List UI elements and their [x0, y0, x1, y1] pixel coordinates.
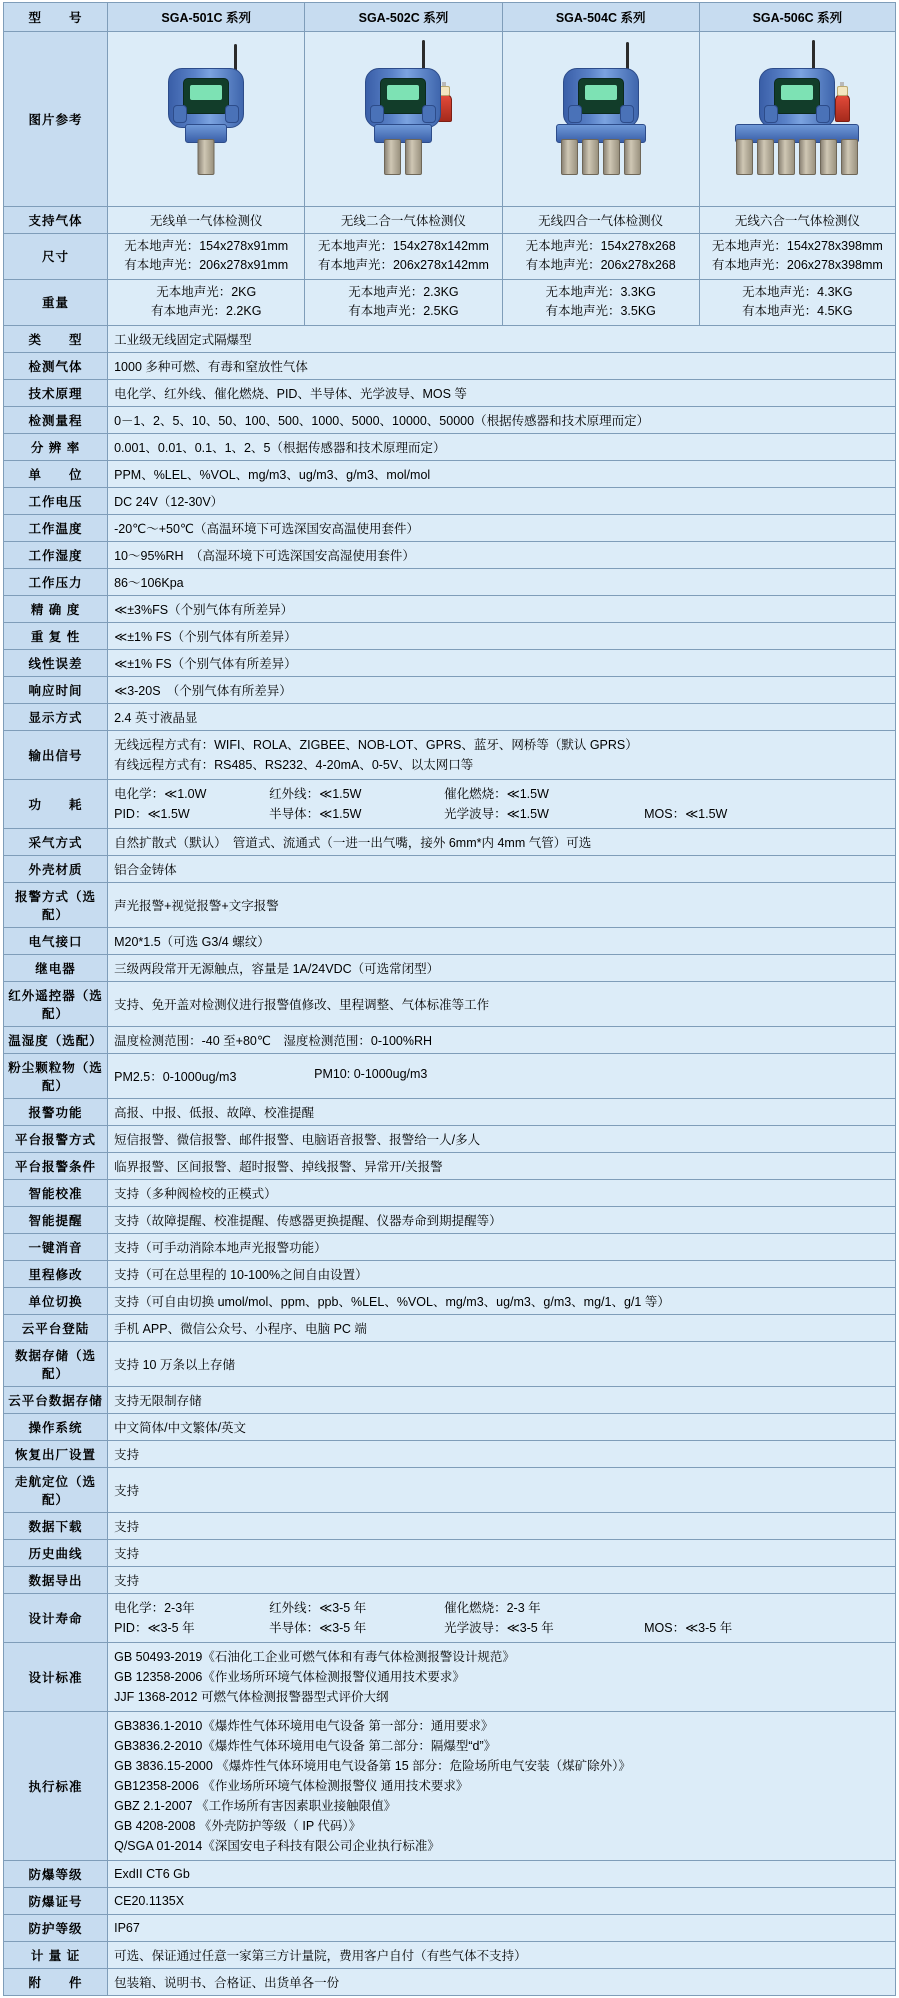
exec-standard-line-3: GB 3836.15-2000 《爆炸性气体环境用电气设备第 15 部分：危险场所电气安装（煤矿除外）》	[114, 1758, 631, 1773]
table-row	[4, 1941, 896, 1968]
row-label-gps: 走航定位（选配）	[4, 1467, 108, 1512]
exec-standard-label: 执行标准	[4, 1711, 108, 1860]
row-value-os: 中文简体/中文繁体/英文	[108, 1413, 896, 1440]
table-row	[4, 1566, 896, 1593]
table-row	[4, 379, 896, 406]
row-label-unit: 单 位	[4, 460, 108, 487]
row-label-detect-gas: 检测气体	[4, 352, 108, 379]
support-gas-3: 无线四合一气体检测仪	[502, 207, 699, 234]
size-1-b: 有本地声光：206x278x91mm	[124, 258, 289, 273]
table-row	[4, 622, 896, 649]
table-row	[4, 1341, 896, 1386]
lifespan-line-2	[114, 1618, 889, 1638]
row-label-pressure: 工作压力	[4, 568, 108, 595]
table-row	[4, 1098, 896, 1125]
table-row	[4, 703, 896, 730]
exec-standard-line-1: GB3836.1-2010《爆炸性气体环境用电气设备 第一部分：通用要求》	[114, 1718, 494, 1733]
weight-1-a: 无本地声光：2KG	[156, 284, 257, 299]
row-label-unit-switch: 单位切换	[4, 1287, 108, 1314]
row-label-temp-humidity: 温湿度（选配）	[4, 1026, 108, 1053]
table-row-output-signal	[4, 730, 896, 779]
row-value-principle: 电化学、红外线、催化燃烧、PID、半导体、光学波导、MOS 等	[108, 379, 896, 406]
table-row	[4, 1887, 896, 1914]
lifespan-line-1	[114, 1598, 889, 1618]
output-signal-line-2: 有线远程方式有：RS485、RS232、4-20mA、0-5V、以太网口等	[114, 757, 474, 772]
size-4	[699, 234, 895, 280]
row-label-platform-alarm-cond: 平台报警条件	[4, 1152, 108, 1179]
row-label-data-download: 数据下载	[4, 1512, 108, 1539]
design-standard-line-1: GB 50493-2019《石油化工企业可燃气体和有毒气体检测报警设计规范》	[114, 1649, 515, 1664]
power-line-1	[114, 784, 889, 804]
row-value-repeatability: ≪±1% FS（个别气体有所差异）	[108, 622, 896, 649]
model-label: 型 号	[4, 3, 108, 32]
table-row	[4, 828, 896, 855]
exec-standard-line-4: GB12358-2006 《作业场所环境气体检测报警仪 通用技术要求》	[114, 1778, 469, 1793]
row-value-accuracy: ≪±3%FS（个别气体有所差异）	[108, 595, 896, 622]
table-row-images	[4, 32, 896, 207]
power-ir: 红外线：≪1.5W	[269, 786, 362, 801]
power-line-2	[114, 804, 889, 824]
table-row	[4, 1413, 896, 1440]
lifespan-catalytic: 催化燃烧：2-3 年	[444, 1600, 541, 1615]
row-label-range: 检测量程	[4, 406, 108, 433]
row-value-gps: 支持	[108, 1467, 896, 1512]
size-4-b: 有本地声光：206x278x398mm	[711, 258, 883, 273]
table-row	[4, 1152, 896, 1179]
row-value-temp: -20℃～+50℃（高温环境下可选深国安高温使用套件）	[108, 514, 896, 541]
row-label-alarm-mode: 报警方式（选配）	[4, 882, 108, 927]
table-row	[4, 1386, 896, 1413]
weight-2	[305, 279, 502, 325]
table-row	[4, 1440, 896, 1467]
row-value-linearity: ≪±1% FS（个别气体有所差异）	[108, 649, 896, 676]
row-label-history-curve: 历史曲线	[4, 1539, 108, 1566]
row-value-data-export: 支持	[108, 1566, 896, 1593]
row-label-cloud-login: 云平台登陆	[4, 1314, 108, 1341]
row-label-platform-alarm-mode: 平台报警方式	[4, 1125, 108, 1152]
size-3	[502, 234, 699, 280]
table-row	[4, 1860, 896, 1887]
table-row	[4, 1206, 896, 1233]
row-value-ir-remote: 支持、免开盖对检测仪进行报警值修改、里程调整、气体标准等工作	[108, 981, 896, 1026]
row-value-ex-cert: CE20.1135X	[108, 1887, 896, 1914]
lifespan-pid: PID：≪3-5 年	[114, 1620, 195, 1635]
table-row	[4, 325, 896, 352]
row-value-electrical-port: M20*1.5（可选 G3/4 螺纹）	[108, 927, 896, 954]
row-label-smart-calibration: 智能校准	[4, 1179, 108, 1206]
row-value-alarm-mode: 声光报警+视觉报警+文字报警	[108, 882, 896, 927]
size-4-a: 无本地声光：154x278x398mm	[711, 239, 883, 253]
model-header-4: SGA-506C 系列	[699, 3, 895, 32]
table-row	[4, 3, 896, 32]
lifespan-label: 设计寿命	[4, 1593, 108, 1642]
row-value-alarm-func: 高报、中报、低报、故障、校准提醒	[108, 1098, 896, 1125]
row-value-unit: PPM、%LEL、%VOL、mg/m3、ug/m3、g/m3、mol/mol	[108, 460, 896, 487]
table-row	[4, 1287, 896, 1314]
row-value-range: 0－1、2、5、10、50、100、500、1000、5000、10000、50000（根据传感器和技术原理而定）	[108, 406, 896, 433]
lifespan-optical: 光学波导：≪3-5 年	[444, 1620, 554, 1635]
design-standard-value	[108, 1642, 896, 1711]
row-value-humidity: 10～95%RH （高湿环境下可选深国安高湿使用套件）	[108, 541, 896, 568]
lifespan-echem: 电化学：2-3年	[114, 1600, 195, 1615]
row-value-unit-switch: 支持（可自由切换 umol/mol、ppm、ppb、%LEL、%VOL、mg/m3、ug/m3、g/m3、mg/1、g/1 等）	[108, 1287, 896, 1314]
table-row	[4, 487, 896, 514]
size-3-a: 无本地声光：154x278x268	[525, 239, 676, 253]
row-label-accuracy: 精 确 度	[4, 595, 108, 622]
support-gas-4: 无线六合一气体检测仪	[699, 207, 895, 234]
row-value-detect-gas: 1000 多种可燃、有毒和窒放性气体	[108, 352, 896, 379]
spec-table	[3, 2, 896, 1996]
table-row	[4, 1539, 896, 1566]
exec-standard-line-2: GB3836.2-2010《爆炸性气体环境用电气设备 第二部分：隔爆型“d”》	[114, 1738, 497, 1753]
table-row	[4, 1968, 896, 1995]
power-optical: 光学波导：≪1.5W	[444, 806, 549, 821]
row-label-one-key-mute: 一键消音	[4, 1233, 108, 1260]
model-header-2: SGA-502C 系列	[305, 3, 502, 32]
table-row	[4, 1914, 896, 1941]
row-value-ex-grade: ExdII CT6 Gb	[108, 1860, 896, 1887]
support-gas-label: 支持气体	[4, 207, 108, 234]
spec-sheet	[0, 2, 899, 1996]
output-signal-label: 输出信号	[4, 730, 108, 779]
row-label-type: 类 型	[4, 325, 108, 352]
row-value-platform-alarm-mode: 短信报警、微信报警、邮件报警、电脑语音报警、报警给一人/多人	[108, 1125, 896, 1152]
table-row	[4, 460, 896, 487]
table-row-weight	[4, 279, 896, 325]
table-row	[4, 855, 896, 882]
table-row	[4, 1512, 896, 1539]
weight-2-a: 无本地声光：2.3KG	[348, 284, 459, 299]
row-label-smart-reminder: 智能提醒	[4, 1206, 108, 1233]
model-header-1: SGA-501C 系列	[108, 3, 305, 32]
table-row	[4, 568, 896, 595]
row-label-shell: 外壳材质	[4, 855, 108, 882]
lifespan-mos: MOS：≪3-5 年	[644, 1620, 733, 1635]
row-label-linearity: 线性误差	[4, 649, 108, 676]
row-label-accessories: 附 件	[4, 1968, 108, 1995]
row-value-platform-alarm-cond: 临界报警、区间报警、超时报警、掉线报警、异常开/关报警	[108, 1152, 896, 1179]
row-label-temp: 工作温度	[4, 514, 108, 541]
table-row	[4, 352, 896, 379]
lifespan-value	[108, 1593, 896, 1642]
row-value-data-download: 支持	[108, 1512, 896, 1539]
exec-standard-value	[108, 1711, 896, 1860]
table-row	[4, 1026, 896, 1053]
row-value-cloud-login: 手机 APP、微信公众号、小程序、电脑 PC 端	[108, 1314, 896, 1341]
table-row	[4, 981, 896, 1026]
size-1	[108, 234, 305, 280]
row-value-one-key-mute: 支持（可手动消除本地声光报警功能）	[108, 1233, 896, 1260]
table-row	[4, 1467, 896, 1512]
row-value-temp-humidity: 温度检测范围：-40 至+80℃ 湿度检测范围：0-100%RH	[108, 1026, 896, 1053]
row-label-repeatability: 重 复 性	[4, 622, 108, 649]
weight-label: 重量	[4, 279, 108, 325]
row-value-response: ≪3-20S （个别气体有所差异）	[108, 676, 896, 703]
row-label-range-modify: 里程修改	[4, 1260, 108, 1287]
device-image-3	[502, 32, 699, 207]
table-row	[4, 676, 896, 703]
weight-4-b: 有本地声光：4.5KG	[742, 304, 853, 319]
table-row	[4, 514, 896, 541]
row-value-metrology-cert: 可选、保证通过任意一家第三方计量院，费用客户自付（有些气体不支持）	[108, 1941, 896, 1968]
model-header-3: SGA-504C 系列	[502, 3, 699, 32]
row-value-history-curve: 支持	[108, 1539, 896, 1566]
row-label-humidity: 工作湿度	[4, 541, 108, 568]
table-row	[4, 406, 896, 433]
table-row-lifespan	[4, 1593, 896, 1642]
power-pid: PID：≪1.5W	[114, 806, 190, 821]
row-label-ex-grade: 防爆等级	[4, 1860, 108, 1887]
device-image-4	[699, 32, 895, 207]
row-label-response: 响应时间	[4, 676, 108, 703]
size-2-a: 无本地声光：154x278x142mm	[317, 239, 489, 253]
row-value-display: 2.4 英寸液晶显	[108, 703, 896, 730]
row-label-electrical-port: 电气接口	[4, 927, 108, 954]
size-2-b: 有本地声光：206x278x142mm	[317, 258, 489, 273]
image-row-label: 图片参考	[4, 32, 108, 207]
table-row	[4, 1125, 896, 1152]
row-label-voltage: 工作电压	[4, 487, 108, 514]
row-value-smart-calibration: 支持（多种阀检校的正模式）	[108, 1179, 896, 1206]
row-value-ip-grade: IP67	[108, 1914, 896, 1941]
row-value-pressure: 86～106Kpa	[108, 568, 896, 595]
support-gas-2: 无线二合一气体检测仪	[305, 207, 502, 234]
weight-4-a: 无本地声光：4.3KG	[742, 284, 853, 299]
row-label-alarm-func: 报警功能	[4, 1098, 108, 1125]
dust-pm25: PM2.5：0-1000ug/m3	[114, 1069, 237, 1084]
row-label-cloud-storage: 云平台数据存储	[4, 1386, 108, 1413]
power-label: 功 耗	[4, 779, 108, 828]
weight-1-b: 有本地声光：2.2KG	[151, 304, 262, 319]
row-label-factory-reset: 恢复出厂设置	[4, 1440, 108, 1467]
exec-standard-line-5: GBZ 2.1-2007 《工作场所有害因素职业接触限值》	[114, 1798, 397, 1813]
row-label-data-export: 数据导出	[4, 1566, 108, 1593]
exec-standard-line-6: GB 4208-2008 《外壳防护等级（ IP 代码）》	[114, 1818, 362, 1833]
dust-label: 粉尘颗粒物（选配）	[4, 1053, 108, 1098]
table-row	[4, 1314, 896, 1341]
row-label-ip-grade: 防护等级	[4, 1914, 108, 1941]
table-row	[4, 649, 896, 676]
table-row	[4, 1260, 896, 1287]
table-row	[4, 954, 896, 981]
size-1-a: 无本地声光：154x278x91mm	[124, 239, 289, 253]
row-value-cloud-storage: 支持无限制存储	[108, 1386, 896, 1413]
size-2	[305, 234, 502, 280]
weight-1	[108, 279, 305, 325]
exec-standard-line-7: Q/SGA 01-2014《深国安电子科技有限公司企业执行标准》	[114, 1838, 440, 1853]
row-label-principle: 技术原理	[4, 379, 108, 406]
weight-3	[502, 279, 699, 325]
output-signal-line-1: 无线远程方式有：WIFI、ROLA、ZIGBEE、NOB-LOT、GPRS、蓝牙、网桥等（默认 GPRS）	[114, 737, 638, 752]
row-label-display: 显示方式	[4, 703, 108, 730]
row-value-accessories: 包装箱、说明书、合格证、出货单各一份	[108, 1968, 896, 1995]
table-row	[4, 927, 896, 954]
lifespan-ir: 红外线：≪3-5 年	[269, 1600, 367, 1615]
power-mos: MOS：≪1.5W	[644, 806, 728, 821]
table-row-design-standard	[4, 1642, 896, 1711]
design-standard-line-2: GB 12358-2006《作业场所环境气体检测报警仪通用技术要求》	[114, 1669, 465, 1684]
table-row	[4, 1179, 896, 1206]
row-value-smart-reminder: 支持（故障提醒、校准提醒、传感器更换提醒、仪器寿命到期提醒等）	[108, 1206, 896, 1233]
table-row-support-gas	[4, 207, 896, 234]
table-row	[4, 433, 896, 460]
row-label-ex-cert: 防爆证号	[4, 1887, 108, 1914]
dust-value	[108, 1053, 896, 1098]
support-gas-1: 无线单一气体检测仪	[108, 207, 305, 234]
device-image-1	[108, 32, 305, 207]
row-value-relay: 三级两段常开无源触点，容量是 1A/24VDC（可选常闭型）	[108, 954, 896, 981]
row-label-ir-remote: 红外遥控器（选配）	[4, 981, 108, 1026]
table-row	[4, 1233, 896, 1260]
row-value-voltage: DC 24V（12-30V）	[108, 487, 896, 514]
weight-3-a: 无本地声光：3.3KG	[545, 284, 656, 299]
power-catalytic: 催化燃烧：≪1.5W	[444, 786, 549, 801]
design-standard-label: 设计标准	[4, 1642, 108, 1711]
row-value-data-storage: 支持 10 万条以上存储	[108, 1341, 896, 1386]
power-echem: 电化学：≪1.0W	[114, 786, 207, 801]
size-label: 尺寸	[4, 234, 108, 280]
table-row-exec-standard	[4, 1711, 896, 1860]
table-row-dust	[4, 1053, 896, 1098]
row-value-range-modify: 支持（可在总里程的 10-100%之间自由设置）	[108, 1260, 896, 1287]
row-label-resolution: 分 辨 率	[4, 433, 108, 460]
row-value-sampling: 自然扩散式（默认） 管道式、流通式（一进一出气嘴，接外 6mm*内 4mm 气管）可选	[108, 828, 896, 855]
row-value-type: 工业级无线固定式隔爆型	[108, 325, 896, 352]
power-value	[108, 779, 896, 828]
row-value-shell: 铝合金铸体	[108, 855, 896, 882]
row-value-factory-reset: 支持	[108, 1440, 896, 1467]
size-3-b: 有本地声光：206x278x268	[525, 258, 676, 273]
dust-pm10: PM10: 0-1000ug/m3	[314, 1066, 428, 1081]
row-value-resolution: 0.001、0.01、0.1、1、2、5（根据传感器和技术原理而定）	[108, 433, 896, 460]
table-row-size	[4, 234, 896, 280]
weight-4	[699, 279, 895, 325]
design-standard-line-3: JJF 1368-2012 可燃气体检测报警器型式评价大纲	[114, 1689, 389, 1704]
row-label-data-storage: 数据存储（选配）	[4, 1341, 108, 1386]
weight-3-b: 有本地声光：3.5KG	[545, 304, 656, 319]
table-row	[4, 595, 896, 622]
row-label-os: 操作系统	[4, 1413, 108, 1440]
weight-2-b: 有本地声光：2.5KG	[348, 304, 459, 319]
row-label-relay: 继电器	[4, 954, 108, 981]
power-semiconductor: 半导体：≪1.5W	[269, 806, 362, 821]
lifespan-semiconductor: 半导体：≪3-5 年	[269, 1620, 367, 1635]
device-image-2	[305, 32, 502, 207]
table-row	[4, 541, 896, 568]
row-label-metrology-cert: 计 量 证	[4, 1941, 108, 1968]
table-row-power	[4, 779, 896, 828]
output-signal-value	[108, 730, 896, 779]
table-row	[4, 882, 896, 927]
row-label-sampling: 采气方式	[4, 828, 108, 855]
